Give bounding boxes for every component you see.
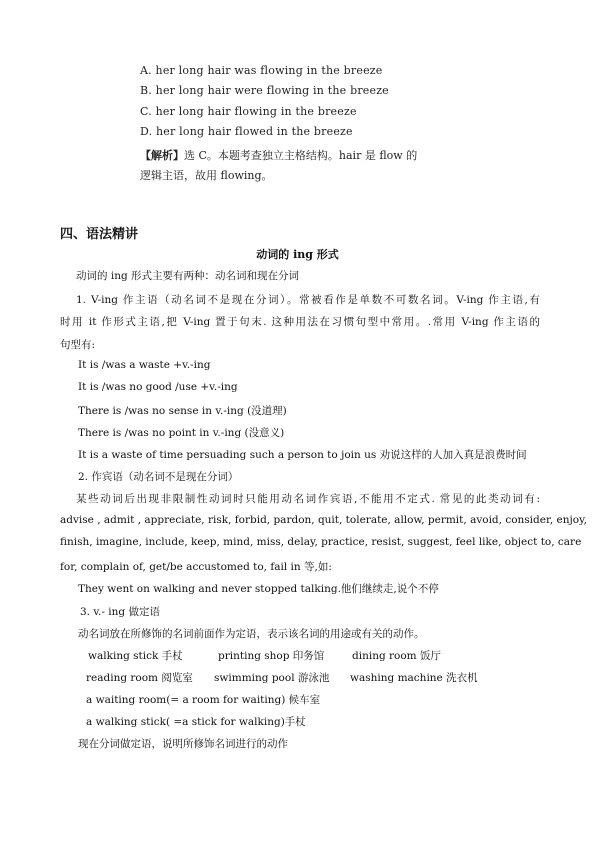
point-1-line-2: 时用 it 作形式主语,把 V-ing 置于句末. 这种用法在习惯句型中常用。.常用 V-ing 作主语的 [60, 316, 540, 328]
example-washing-machine: washing machine 洗衣机 [350, 672, 478, 684]
example-walking-stick: walking stick 手杖 [88, 650, 183, 662]
example-dining-room: dining room 饭厅 [352, 650, 441, 662]
option-b: B. her long hair were flowing in the breeze [140, 84, 389, 97]
example-swimming-pool: swimming pool 游泳池 [214, 672, 330, 684]
point-3-heading: 3. v.- ing 做定语 [80, 606, 160, 618]
point-2-heading: 2. 作宾语（动名词不是现在分词） [78, 471, 239, 483]
example-printing-shop: printing shop 印务馆 [218, 650, 325, 662]
example-sentence: They went on walking and never stopped talking.他们继续走,说个不停 [78, 583, 439, 595]
verb-list-line-2: finish, imagine, include, keep, mind, miss, delay, practice, resist, suggest, feel like, object to, care [60, 536, 582, 548]
present-participle-line: 现在分词做定语，说明所修饰名词进行的动作 [78, 738, 288, 750]
option-d: D. her long hair flowed in the breeze [140, 125, 353, 138]
explanation-text-1: 选 C。本题考查独立主格结构。hair 是 flow 的 [184, 149, 418, 162]
example-walking-stick-def: a walking stick( =a stick for walking)手杖 [86, 716, 306, 728]
option-c: C. her long hair flowing in the breeze [140, 105, 357, 118]
point-1-line-3: 句型有: [60, 339, 96, 351]
option-a: A. her long hair was flowing in the breeze [140, 64, 383, 77]
intro-line: 动词的 ing 形式主要有两种：动名词和现在分词 [76, 270, 300, 282]
explanation [140, 147, 417, 163]
explanation-tag: 【解析】 [140, 149, 184, 162]
point-1-line-1: 1. V-ing 作主语（动名词不是现在分词）。常被看作是单数不可数名词。V-ing 作主语,有 [76, 294, 540, 306]
example-waiting-room: a waiting room(= a room for waiting) 候车室 [86, 694, 321, 706]
pattern-2: It is /was no good /use +v.-ing [78, 381, 238, 393]
verb-list-line-3: for, complain of, get/be accustomed to, fail in 等,如: [60, 561, 332, 573]
verb-list-line-1: advise , admit , appreciate, risk, forbid, pardon, quit, tolerate, allow, permit, avoid, consider, enjoy, [60, 514, 587, 526]
point-2-line-1: 某些动词后出现非限制性动词时只能用动名词作宾语,不能用不定式. 常见的此类动词有: [76, 493, 540, 505]
explanation-text-2: 逻辑主语，故用 flowing。 [140, 169, 273, 182]
pattern-5: It is a waste of time persuading such a person to join us 劝说这样的人加入真是浪费时间 [78, 449, 527, 461]
point-3-line-1: 动名词放在所修饰的名词前面作为定语，表示该名词的用途或有关的动作。 [78, 628, 425, 640]
pattern-4: There is /was no point in v.-ing (没意义) [78, 427, 285, 439]
center-title: 动词的 ing 形式 [256, 248, 339, 261]
example-reading-room: reading room 阅览室 [86, 672, 193, 684]
section-heading: 四、语法精讲 [60, 227, 139, 242]
pattern-3: There is /was no sense in v.-ing (没道理) [78, 405, 287, 417]
pattern-1: It is /was a waste +v.-ing [78, 359, 211, 371]
